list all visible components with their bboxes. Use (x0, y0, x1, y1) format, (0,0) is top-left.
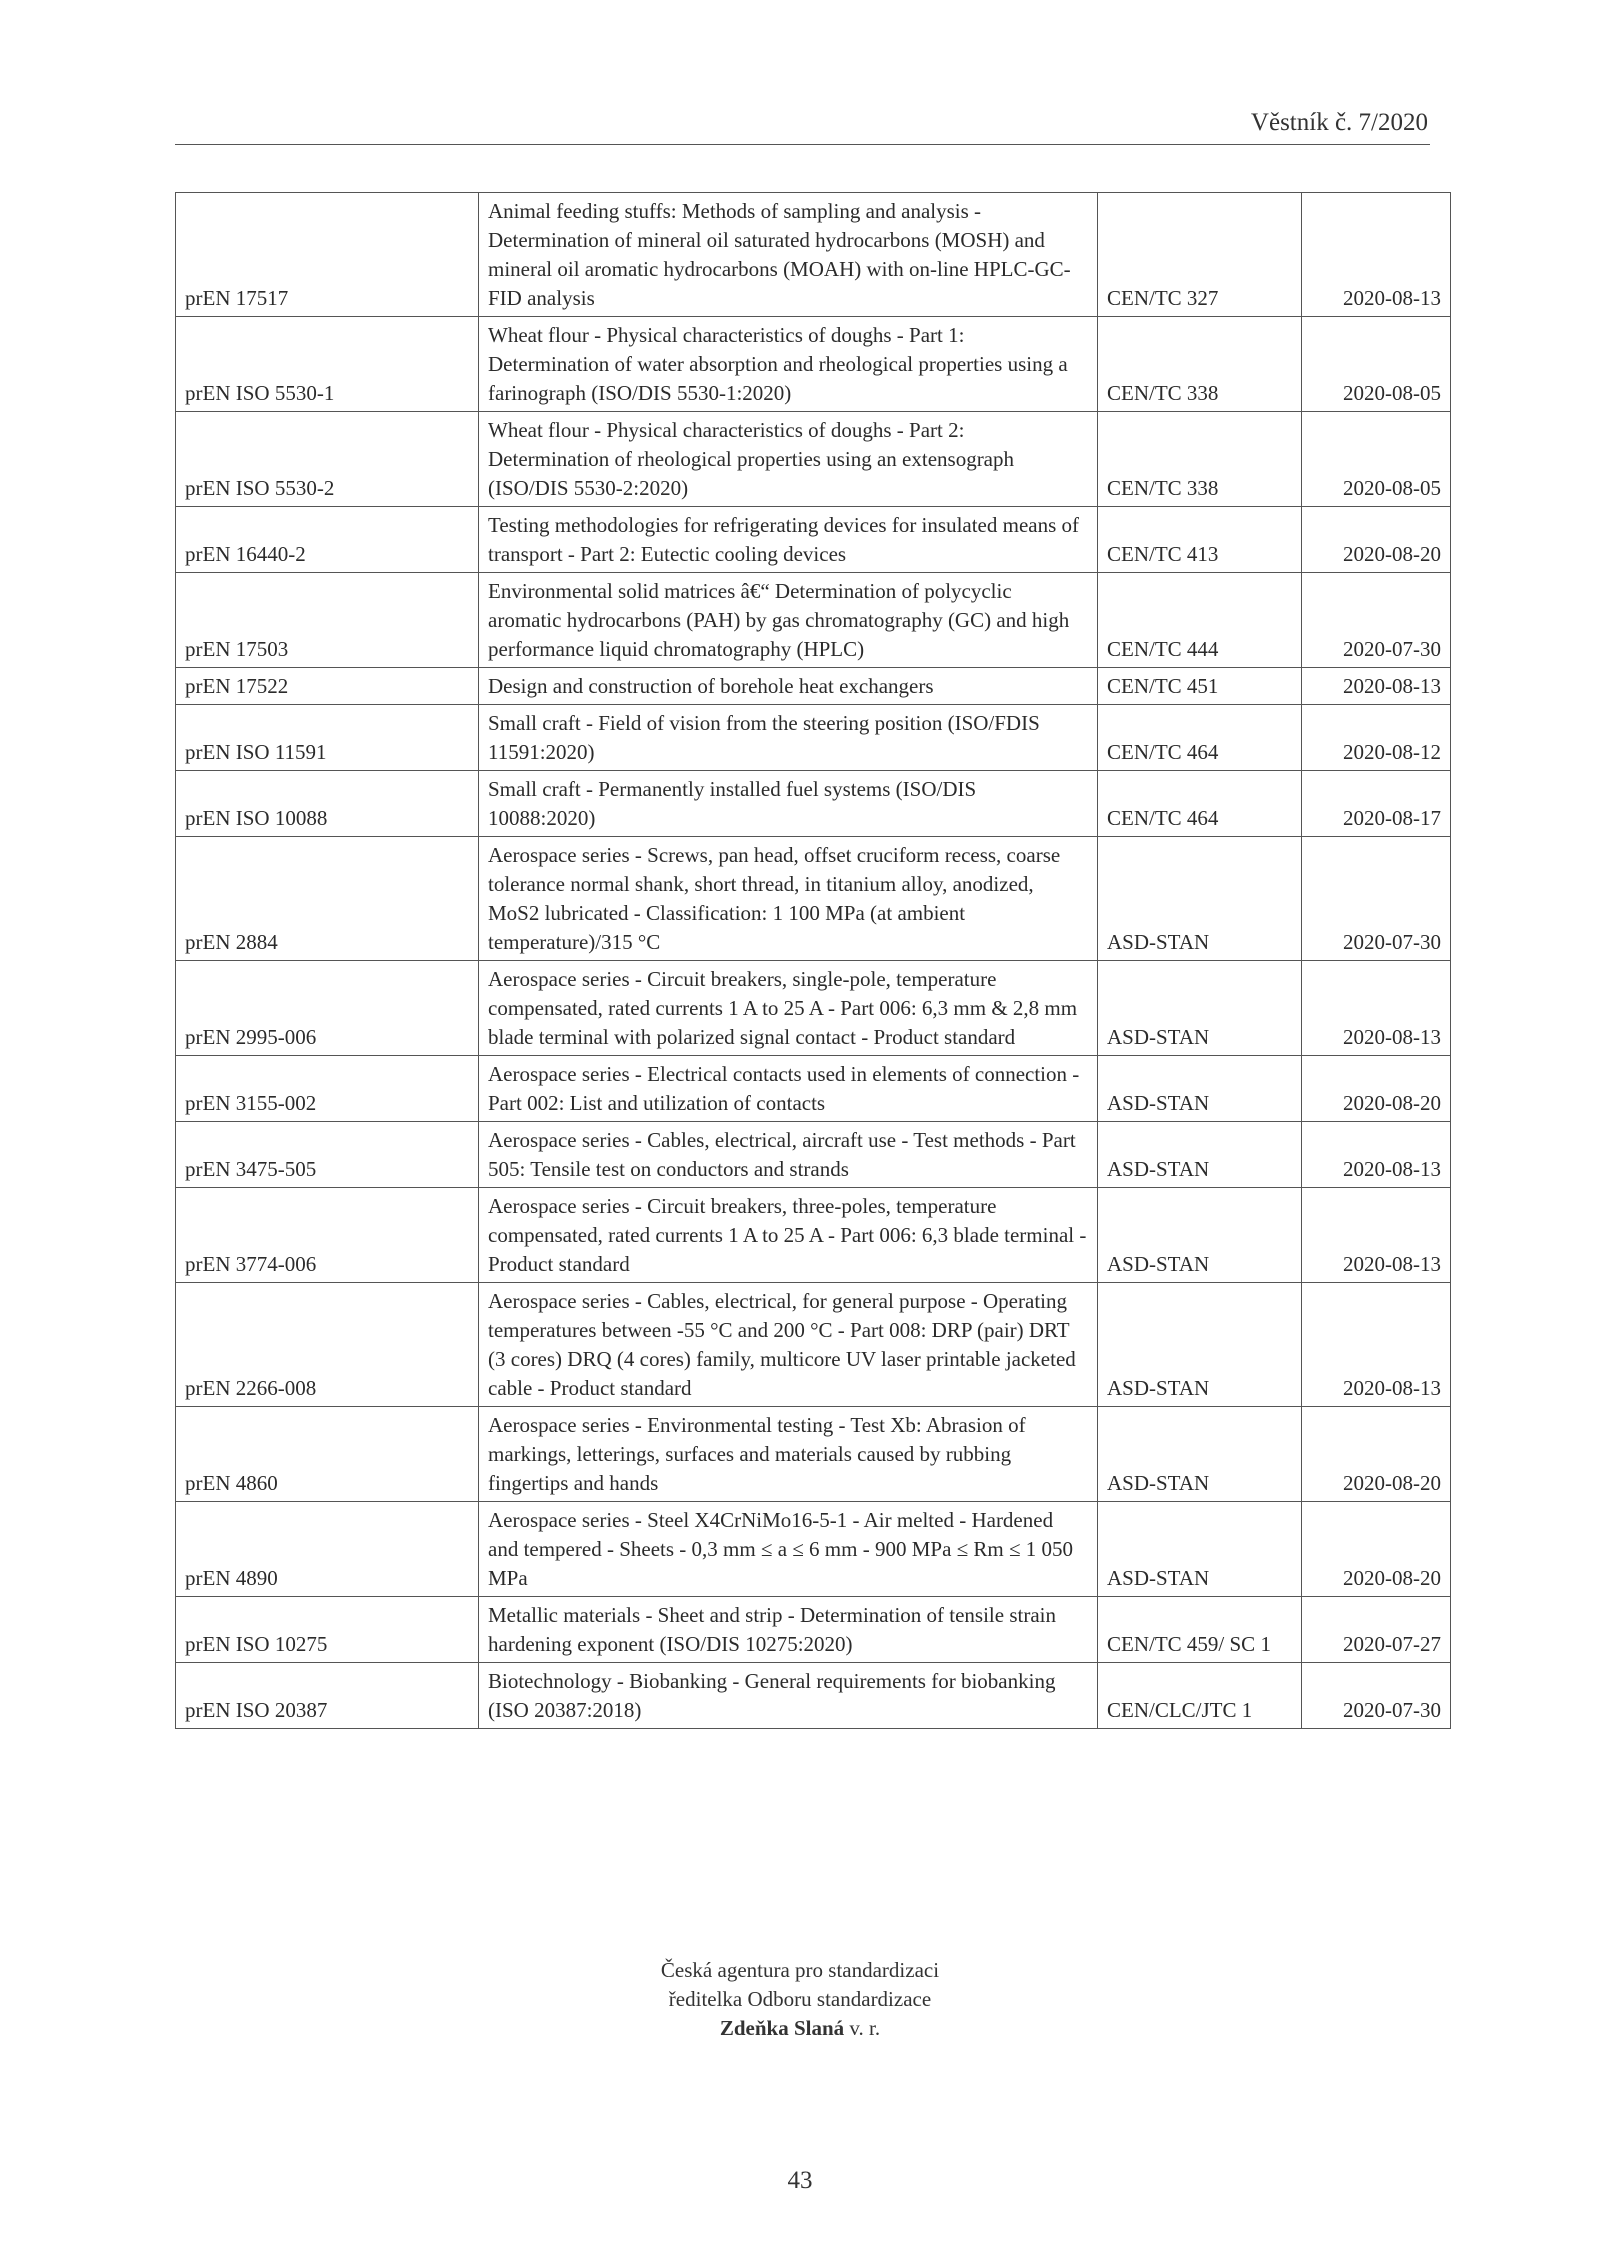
deadline-date-cell: 2020-08-12 (1302, 705, 1451, 771)
standard-code-cell: prEN ISO 5530-2 (176, 412, 479, 507)
standard-code-cell: prEN 3475-505 (176, 1122, 479, 1188)
technical-committee-cell: ASD-STAN (1098, 1056, 1302, 1122)
technical-committee-cell: CEN/TC 413 (1098, 507, 1302, 573)
standard-title-cell: Aerospace series - Steel X4CrNiMo16-5-1 - Air melted - Hardened and tempered - Sheets - 0,3 mm ≤ a ≤ 6 mm - 900 MPa ≤ Rm ≤ 1 050 MPa (479, 1502, 1098, 1597)
standard-title-cell: Wheat flour - Physical characteristics of doughs - Part 1: Determination of water absorption and rheological properties using a farinograph (ISO/DIS 5530-1:2020) (479, 317, 1098, 412)
standards-table-body (176, 193, 1451, 1729)
page-number: 43 (787, 2167, 813, 2194)
standard-title-cell: Environmental solid matrices â€“ Determination of polycyclic aromatic hydrocarbons (PAH) by gas chromatography (GC) and high performance liquid chromatography (HPLC) (479, 573, 1098, 668)
standard-title-cell: Aerospace series - Environmental testing - Test Xb: Abrasion of markings, letterings, surfaces and materials caused by rubbing fingertips and hands (479, 1407, 1098, 1502)
table-row (176, 1407, 1451, 1502)
table-row (176, 771, 1451, 837)
technical-committee-cell: ASD-STAN (1098, 1122, 1302, 1188)
technical-committee-cell: CEN/TC 327 (1098, 193, 1302, 317)
standard-code-cell: prEN 4860 (176, 1407, 479, 1502)
standard-title-cell: Design and construction of borehole heat exchangers (479, 668, 1098, 705)
technical-committee-cell: CEN/TC 451 (1098, 668, 1302, 705)
deadline-date-cell: 2020-08-20 (1302, 1056, 1451, 1122)
deadline-date-cell: 2020-08-20 (1302, 1502, 1451, 1597)
signatory-suffix: v. r. (844, 2016, 881, 2040)
table-row (176, 668, 1451, 705)
technical-committee-cell: CEN/TC 338 (1098, 317, 1302, 412)
technical-committee-cell: ASD-STAN (1098, 961, 1302, 1056)
bulletin-title: Věstník č. 7/2020 (1250, 109, 1428, 136)
standard-title-cell: Aerospace series - Circuit breakers, single-pole, temperature compensated, rated currents 1 A to 25 A - Part 006: 6,3 mm & 2,8 mm blade terminal with polarized signal contact - Product standard (479, 961, 1098, 1056)
standard-code-cell: prEN 3155-002 (176, 1056, 479, 1122)
signatory-line (0, 2014, 1600, 2043)
standard-code-cell: prEN 2266-008 (176, 1283, 479, 1407)
standard-code-cell: prEN ISO 20387 (176, 1663, 479, 1729)
technical-committee-cell: CEN/TC 464 (1098, 705, 1302, 771)
standard-title-cell: Biotechnology - Biobanking - General requirements for biobanking (ISO 20387:2018) (479, 1663, 1098, 1729)
table-row (176, 507, 1451, 573)
technical-committee-cell: CEN/TC 444 (1098, 573, 1302, 668)
technical-committee-cell: ASD-STAN (1098, 1407, 1302, 1502)
standard-code-cell: prEN ISO 10275 (176, 1597, 479, 1663)
standard-title-cell: Aerospace series - Cables, electrical, for general purpose - Operating temperatures between -55 °C and 200 °C - Part 008: DRP (pair) DRT (3 cores) DRQ (4 cores) family, multicore UV laser printable jacketed cable - Product standard (479, 1283, 1098, 1407)
agency-name: Česká agentura pro standardizaci (660, 1958, 940, 1982)
table-row (176, 1122, 1451, 1188)
deadline-date-cell: 2020-08-13 (1302, 1283, 1451, 1407)
standard-title-cell: Wheat flour - Physical characteristics of doughs - Part 2: Determination of rheological properties using an extensograph (ISO/DIS 5530-2:2020) (479, 412, 1098, 507)
table-row (176, 837, 1451, 961)
technical-committee-cell: CEN/TC 459/ SC 1 (1098, 1597, 1302, 1663)
signatory-name: Zdeňka Slaná (719, 2016, 845, 2040)
standard-title-cell: Small craft - Field of vision from the steering position (ISO/FDIS 11591:2020) (479, 705, 1098, 771)
technical-committee-cell: CEN/TC 464 (1098, 771, 1302, 837)
header-divider (175, 144, 1430, 145)
deadline-date-cell: 2020-08-05 (1302, 317, 1451, 412)
table-row (176, 1056, 1451, 1122)
standard-code-cell: prEN ISO 10088 (176, 771, 479, 837)
table-row (176, 193, 1451, 317)
deadline-date-cell: 2020-08-17 (1302, 771, 1451, 837)
table-row (176, 317, 1451, 412)
deadline-date-cell: 2020-08-13 (1302, 1122, 1451, 1188)
standard-code-cell: prEN 17503 (176, 573, 479, 668)
standard-code-cell: prEN 17517 (176, 193, 479, 317)
standard-code-cell: prEN ISO 5530-1 (176, 317, 479, 412)
standard-title-cell: Animal feeding stuffs: Methods of sampling and analysis - Determination of mineral oil saturated hydrocarbons (MOSH) and mineral oil aromatic hydrocarbons (MOAH) with on-line HPLC-GC-FID analysis (479, 193, 1098, 317)
deadline-date-cell: 2020-07-27 (1302, 1597, 1451, 1663)
deadline-date-cell: 2020-08-13 (1302, 961, 1451, 1056)
table-row (176, 573, 1451, 668)
deadline-date-cell: 2020-07-30 (1302, 837, 1451, 961)
table-row (176, 1283, 1451, 1407)
standard-title-cell: Aerospace series - Circuit breakers, three-poles, temperature compensated, rated currents 1 A to 25 A - Part 006: 6,3 blade terminal - Product standard (479, 1188, 1098, 1283)
standard-code-cell: prEN 2995-006 (176, 961, 479, 1056)
standard-code-cell: prEN ISO 11591 (176, 705, 479, 771)
standard-title-cell: Aerospace series - Electrical contacts used in elements of connection - Part 002: List and utilization of contacts (479, 1056, 1098, 1122)
table-row (176, 1663, 1451, 1729)
deadline-date-cell: 2020-08-13 (1302, 193, 1451, 317)
deadline-date-cell: 2020-08-20 (1302, 1407, 1451, 1502)
deadline-date-cell: 2020-08-05 (1302, 412, 1451, 507)
table-row (176, 1597, 1451, 1663)
technical-committee-cell: CEN/CLC/JTC 1 (1098, 1663, 1302, 1729)
deadline-date-cell: 2020-08-13 (1302, 668, 1451, 705)
deadline-date-cell: 2020-07-30 (1302, 573, 1451, 668)
technical-committee-cell: CEN/TC 338 (1098, 412, 1302, 507)
standard-title-cell: Testing methodologies for refrigerating devices for insulated means of transport - Part 2: Eutectic cooling devices (479, 507, 1098, 573)
table-row (176, 705, 1451, 771)
standard-title-cell: Aerospace series - Cables, electrical, aircraft use - Test methods - Part 505: Tensile test on conductors and strands (479, 1122, 1098, 1188)
table-row (176, 1502, 1451, 1597)
standards-table (175, 192, 1451, 1729)
signature-block (0, 1956, 1600, 2043)
standard-title-cell: Aerospace series - Screws, pan head, offset cruciform recess, coarse tolerance normal shank, short thread, in titanium alloy, anodized, MoS2 lubricated - Classification: 1 100 MPa (at ambient temperature)/315 °C (479, 837, 1098, 961)
table-row (176, 961, 1451, 1056)
signatory-position: ředitelka Odboru standardizace (668, 1987, 932, 2011)
table-row (176, 1188, 1451, 1283)
technical-committee-cell: ASD-STAN (1098, 1188, 1302, 1283)
technical-committee-cell: ASD-STAN (1098, 837, 1302, 961)
standard-code-cell: prEN 16440-2 (176, 507, 479, 573)
standard-code-cell: prEN 2884 (176, 837, 479, 961)
table-row (176, 412, 1451, 507)
standard-code-cell: prEN 4890 (176, 1502, 479, 1597)
deadline-date-cell: 2020-07-30 (1302, 1663, 1451, 1729)
technical-committee-cell: ASD-STAN (1098, 1283, 1302, 1407)
standard-title-cell: Small craft - Permanently installed fuel systems (ISO/DIS 10088:2020) (479, 771, 1098, 837)
technical-committee-cell: ASD-STAN (1098, 1502, 1302, 1597)
deadline-date-cell: 2020-08-20 (1302, 507, 1451, 573)
standard-code-cell: prEN 17522 (176, 668, 479, 705)
standard-title-cell: Metallic materials - Sheet and strip - Determination of tensile strain hardening exponent (ISO/DIS 10275:2020) (479, 1597, 1098, 1663)
deadline-date-cell: 2020-08-13 (1302, 1188, 1451, 1283)
standard-code-cell: prEN 3774-006 (176, 1188, 479, 1283)
